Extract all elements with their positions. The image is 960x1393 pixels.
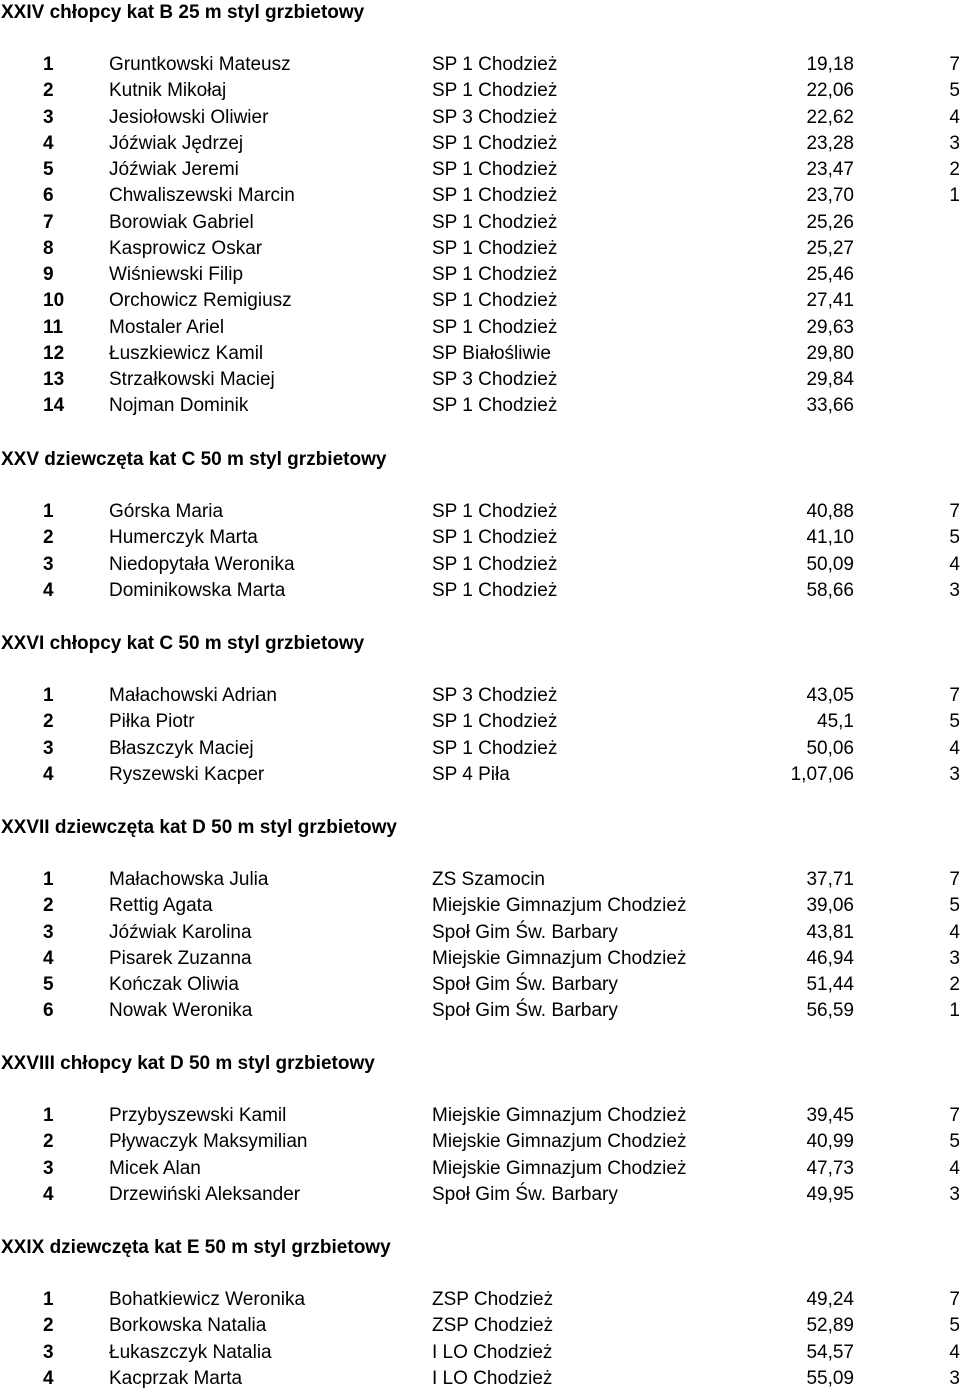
name-cell: Łuszkiewicz Kamil (109, 342, 264, 364)
time-cell: 54,57 (806, 1341, 854, 1363)
name-cell: Jóźwiak Jeremi (109, 159, 239, 180)
place-cell: 5 (43, 974, 54, 995)
place-cell: 2 (43, 711, 54, 733)
time-cell: 43,81 (806, 921, 854, 943)
name-cell: Gruntkowski Mateusz (109, 54, 291, 75)
points-cell: 4 (949, 1341, 960, 1363)
points-cell: 7 (949, 685, 960, 706)
school-cell: Społ Gim Św. Barbary (432, 974, 618, 995)
name-cell: Jóźwiak Karolina (109, 921, 252, 943)
points-cell: 4 (949, 737, 960, 759)
name-cell: Micek Alan (109, 1157, 201, 1179)
place-cell: 4 (43, 763, 54, 785)
result-row (0, 341, 960, 367)
result-row (0, 157, 960, 183)
time-cell: 1,07,06 (790, 763, 854, 785)
result-row (0, 972, 960, 998)
place-cell: 4 (43, 132, 54, 154)
place-cell: 3 (43, 553, 54, 575)
time-cell: 25,27 (806, 237, 854, 259)
points-cell: 4 (949, 106, 960, 128)
place-cell: 3 (43, 737, 54, 759)
points-cell: 7 (949, 54, 960, 75)
school-cell: SP 4 Piła (432, 763, 510, 785)
place-cell: 4 (43, 1183, 54, 1205)
time-cell: 33,66 (806, 395, 854, 417)
school-cell: Miejskie Gimnazjum Chodzież (432, 1105, 687, 1126)
result-row (0, 52, 960, 78)
time-cell: 23,70 (806, 185, 854, 207)
points-cell: 4 (949, 553, 960, 575)
place-cell: 9 (43, 264, 54, 285)
result-row (0, 946, 960, 972)
result-row (0, 1366, 960, 1392)
place-cell: 8 (43, 237, 54, 259)
name-cell: Borkowska Natalia (109, 1315, 267, 1337)
school-cell: Społ Gim Św. Barbary (432, 1183, 618, 1205)
points-cell: 2 (949, 159, 960, 180)
result-row (0, 315, 960, 341)
time-cell: 40,99 (806, 1131, 854, 1153)
time-cell: 50,06 (806, 737, 854, 759)
school-cell: SP 3 Chodzież (432, 369, 558, 390)
place-cell: 2 (43, 1315, 54, 1337)
section-title: XXVIII chłopcy kat D 50 m styl grzbietowy (1, 1053, 375, 1074)
result-row (0, 920, 960, 946)
points-cell: 3 (949, 1367, 960, 1389)
time-cell: 37,71 (806, 869, 854, 890)
school-cell: SP 1 Chodzież (432, 290, 558, 312)
school-cell: SP 1 Chodzież (432, 237, 558, 259)
school-cell: SP 1 Chodzież (432, 579, 558, 601)
points-cell: 3 (949, 763, 960, 785)
place-cell: 1 (43, 1289, 54, 1310)
name-cell: Piłka Piotr (109, 711, 195, 733)
result-row (0, 499, 960, 525)
place-cell: 11 (43, 316, 64, 338)
result-row (0, 105, 960, 131)
place-cell: 3 (43, 1157, 54, 1179)
time-cell: 27,41 (806, 290, 854, 312)
time-cell: 49,24 (806, 1289, 854, 1310)
result-row (0, 683, 960, 709)
name-cell: Drzewiński Aleksander (109, 1183, 301, 1205)
name-cell: Przybyszewski Kamil (109, 1105, 287, 1126)
name-cell: Orchowicz Remigiusz (109, 290, 292, 312)
place-cell: 13 (43, 369, 65, 390)
result-row (0, 552, 960, 578)
time-cell: 40,88 (806, 501, 854, 522)
place-cell: 10 (43, 290, 65, 312)
name-cell: Dominikowska Marta (109, 579, 286, 601)
result-row (0, 709, 960, 735)
name-cell: Łukaszczyk Natalia (109, 1341, 272, 1363)
result-row (0, 762, 960, 788)
name-cell: Małachowski Adrian (109, 685, 277, 706)
school-cell: I LO Chodzież (432, 1367, 553, 1389)
name-cell: Kutnik Mikołaj (109, 80, 227, 102)
result-row (0, 393, 960, 419)
name-cell: Bohatkiewicz Weronika (109, 1289, 306, 1310)
place-cell: 4 (43, 947, 54, 969)
school-cell: Miejskie Gimnazjum Chodzież (432, 1157, 687, 1179)
name-cell: Nowak Weronika (109, 1000, 253, 1022)
school-cell: SP Białośliwie (432, 342, 551, 364)
name-cell: Strzałkowski Maciej (109, 369, 275, 390)
school-cell: ZSP Chodzież (432, 1315, 554, 1337)
place-cell: 2 (43, 1131, 54, 1153)
time-cell: 46,94 (806, 947, 854, 969)
school-cell: SP 1 Chodzież (432, 316, 558, 338)
time-cell: 43,05 (806, 685, 854, 706)
points-cell: 5 (949, 895, 960, 917)
place-cell: 1 (43, 54, 54, 75)
points-cell: 5 (949, 1131, 960, 1153)
result-row (0, 131, 960, 157)
time-cell: 25,26 (806, 211, 854, 233)
result-row (0, 893, 960, 919)
time-cell: 56,59 (806, 1000, 854, 1022)
time-cell: 50,09 (806, 553, 854, 575)
time-cell: 19,18 (806, 54, 854, 75)
school-cell: SP 1 Chodzież (432, 711, 558, 733)
points-cell: 2 (949, 974, 960, 995)
time-cell: 29,63 (806, 316, 854, 338)
place-cell: 14 (43, 395, 65, 417)
time-cell: 23,28 (806, 132, 854, 154)
school-cell: SP 1 Chodzież (432, 185, 558, 207)
name-cell: Borowiak Gabriel (109, 211, 254, 233)
school-cell: SP 1 Chodzież (432, 132, 558, 154)
place-cell: 3 (43, 106, 54, 128)
result-row (0, 262, 960, 288)
school-cell: I LO Chodzież (432, 1341, 553, 1363)
name-cell: Chwaliszewski Marcin (109, 185, 295, 207)
time-cell: 39,06 (806, 895, 854, 917)
place-cell: 4 (43, 579, 54, 601)
place-cell: 5 (43, 159, 54, 180)
time-cell: 41,10 (806, 527, 854, 549)
result-row (0, 578, 960, 604)
place-cell: 1 (43, 869, 54, 890)
section-title: XXVII dziewczęta kat D 50 m styl grzbietowy (1, 817, 397, 838)
points-cell: 4 (949, 921, 960, 943)
school-cell: SP 1 Chodzież (432, 553, 558, 575)
place-cell: 1 (43, 501, 54, 522)
name-cell: Kacprzak Marta (109, 1367, 243, 1389)
result-row (0, 1340, 960, 1366)
points-cell: 5 (949, 80, 960, 102)
time-cell: 22,62 (806, 106, 854, 128)
time-cell: 25,46 (806, 264, 854, 285)
place-cell: 3 (43, 1341, 54, 1363)
result-row (0, 736, 960, 762)
place-cell: 7 (43, 211, 54, 233)
name-cell: Pływaczyk Maksymilian (109, 1131, 308, 1153)
school-cell: SP 1 Chodzież (432, 395, 558, 417)
points-cell: 7 (949, 501, 960, 522)
name-cell: Błaszczyk Maciej (109, 737, 254, 759)
result-row (0, 236, 960, 262)
result-row (0, 183, 960, 209)
place-cell: 2 (43, 80, 54, 102)
time-cell: 55,09 (806, 1367, 854, 1389)
time-cell: 52,89 (806, 1315, 854, 1337)
points-cell: 3 (949, 1183, 960, 1205)
result-row (0, 367, 960, 393)
result-row (0, 1156, 960, 1182)
points-cell: 7 (949, 1105, 960, 1126)
name-cell: Humerczyk Marta (109, 527, 258, 549)
name-cell: Nojman Dominik (109, 395, 249, 417)
result-row (0, 288, 960, 314)
points-cell: 3 (949, 579, 960, 601)
name-cell: Kasprowicz Oskar (109, 237, 263, 259)
result-row (0, 525, 960, 551)
time-cell: 23,47 (806, 159, 854, 180)
points-cell: 4 (949, 1157, 960, 1179)
result-row (0, 1103, 960, 1129)
name-cell: Małachowska Julia (109, 869, 269, 890)
place-cell: 12 (43, 342, 65, 364)
time-cell: 49,95 (806, 1183, 854, 1205)
points-cell: 7 (949, 869, 960, 890)
name-cell: Jesiołowski Oliwier (109, 106, 269, 128)
time-cell: 58,66 (806, 579, 854, 601)
time-cell: 45,1 (817, 711, 854, 733)
place-cell: 1 (43, 685, 54, 706)
name-cell: Rettig Agata (109, 895, 213, 917)
place-cell: 4 (43, 1367, 54, 1389)
name-cell: Ryszewski Kacper (109, 763, 265, 785)
result-row (0, 1129, 960, 1155)
school-cell: SP 1 Chodzież (432, 80, 558, 102)
name-cell: Pisarek Zuzanna (109, 947, 252, 969)
school-cell: SP 1 Chodzież (432, 264, 558, 285)
name-cell: Kończak Oliwia (109, 974, 239, 995)
name-cell: Niedopytała Weronika (109, 553, 295, 575)
school-cell: Miejskie Gimnazjum Chodzież (432, 1131, 687, 1153)
result-row (0, 1313, 960, 1339)
school-cell: ZSP Chodzież (432, 1289, 554, 1310)
school-cell: SP 3 Chodzież (432, 106, 558, 128)
name-cell: Górska Maria (109, 501, 224, 522)
result-row (0, 1287, 960, 1313)
place-cell: 2 (43, 895, 54, 917)
result-row (0, 998, 960, 1024)
place-cell: 1 (43, 1105, 54, 1126)
name-cell: Jóźwiak Jędrzej (109, 132, 244, 154)
school-cell: Miejskie Gimnazjum Chodzież (432, 895, 687, 917)
school-cell: SP 3 Chodzież (432, 685, 558, 706)
points-cell: 1 (949, 185, 960, 207)
school-cell: SP 1 Chodzież (432, 527, 558, 549)
time-cell: 22,06 (806, 80, 854, 102)
result-row (0, 210, 960, 236)
school-cell: Społ Gim Św. Barbary (432, 921, 618, 943)
school-cell: SP 1 Chodzież (432, 159, 558, 180)
name-cell: Mostaler Ariel (109, 316, 225, 338)
place-cell: 6 (43, 1000, 54, 1022)
time-cell: 29,84 (806, 369, 854, 390)
points-cell: 7 (949, 1289, 960, 1310)
time-cell: 47,73 (806, 1157, 854, 1179)
points-cell: 5 (949, 527, 960, 549)
section-title: XXIV chłopcy kat B 25 m styl grzbietowy (1, 2, 365, 23)
name-cell: Wiśniewski Filip (109, 264, 244, 285)
section-title: XXIX dziewczęta kat E 50 m styl grzbietowy (1, 1237, 391, 1258)
school-cell: SP 1 Chodzież (432, 54, 558, 75)
place-cell: 6 (43, 185, 54, 207)
result-row (0, 1182, 960, 1208)
points-cell: 5 (949, 711, 960, 733)
result-row (0, 867, 960, 893)
points-cell: 1 (949, 1000, 960, 1022)
time-cell: 29,80 (806, 342, 854, 364)
school-cell: SP 1 Chodzież (432, 737, 558, 759)
school-cell: ZS Szamocin (432, 869, 545, 890)
school-cell: Miejskie Gimnazjum Chodzież (432, 947, 687, 969)
time-cell: 51,44 (806, 974, 854, 995)
place-cell: 2 (43, 527, 54, 549)
school-cell: SP 1 Chodzież (432, 211, 558, 233)
result-row (0, 78, 960, 104)
points-cell: 3 (949, 947, 960, 969)
place-cell: 3 (43, 921, 54, 943)
section-title: XXVI chłopcy kat C 50 m styl grzbietowy (1, 633, 365, 654)
points-cell: 5 (949, 1315, 960, 1337)
section-title: XXV dziewczęta kat C 50 m styl grzbietowy (1, 449, 387, 470)
school-cell: SP 1 Chodzież (432, 501, 558, 522)
time-cell: 39,45 (806, 1105, 854, 1126)
school-cell: Społ Gim Św. Barbary (432, 1000, 618, 1022)
points-cell: 3 (949, 132, 960, 154)
